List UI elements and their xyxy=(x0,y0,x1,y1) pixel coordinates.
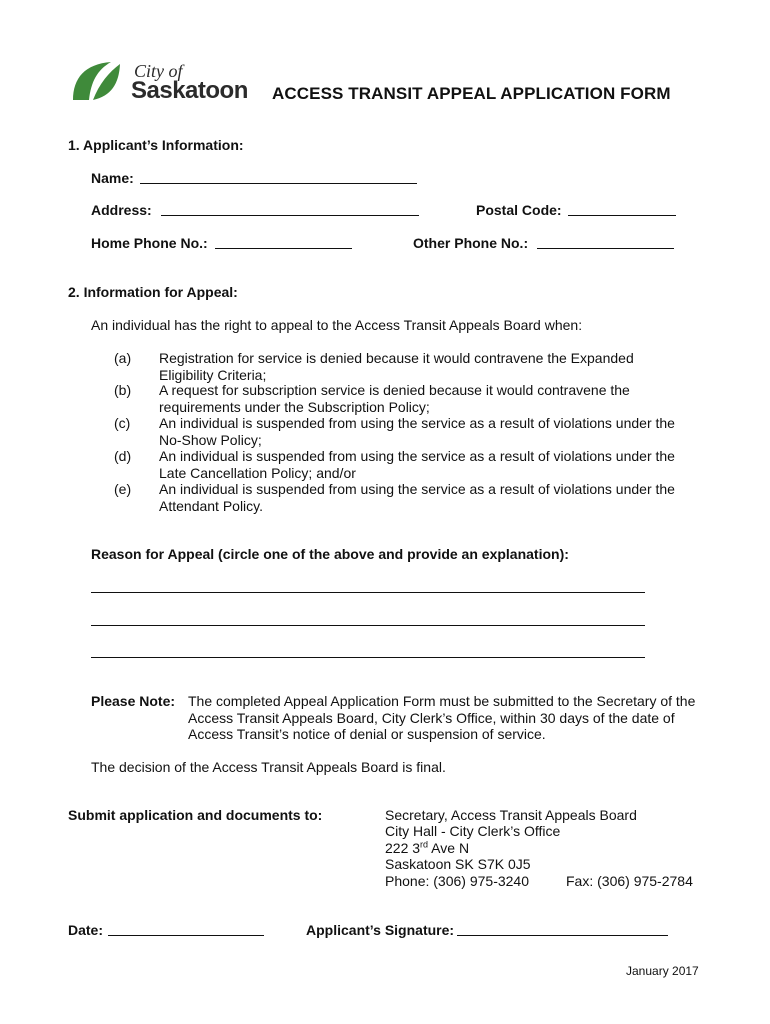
address-field[interactable] xyxy=(161,215,419,216)
home-phone-label: Home Phone No.: xyxy=(91,235,208,251)
reason-line-3[interactable] xyxy=(91,657,645,658)
submit-city: Saskatoon SK S7K 0J5 xyxy=(385,856,531,872)
address-label: Address: xyxy=(91,202,152,218)
submit-office: City Hall - City Clerk’s Office xyxy=(385,823,561,839)
appeal-intro: An individual has the right to appeal to the Access Transit Appeals Board when: xyxy=(91,317,583,333)
reason-line-2[interactable] xyxy=(91,625,645,626)
home-phone-field[interactable] xyxy=(215,248,352,249)
street-number: 222 3 xyxy=(385,840,421,856)
submit-label: Submit application and documents to: xyxy=(68,807,323,823)
submit-recipient: Secretary, Access Transit Appeals Board xyxy=(385,807,637,823)
criteria-text: A request for subscription service is denied because it would contravene the requirements under the Subscription Policy; xyxy=(159,382,630,415)
criteria-letter: (c) xyxy=(114,415,131,431)
criteria-letter: (d) xyxy=(114,448,132,464)
criteria-letter: (a) xyxy=(114,350,132,366)
submit-fax: Fax: (306) 975-2784 xyxy=(566,873,693,889)
postal-code-field[interactable] xyxy=(568,215,676,216)
other-phone-label: Other Phone No.: xyxy=(413,235,529,251)
final-statement: The decision of the Access Transit Appeals Board is final. xyxy=(91,759,446,775)
other-phone-field[interactable] xyxy=(537,248,674,249)
name-field[interactable] xyxy=(140,183,417,184)
section1-heading: 1. Applicant’s Information: xyxy=(68,137,244,153)
criteria-letter: (e) xyxy=(114,481,132,497)
criteria-text: An individual is suspended from using the service as a result of violations under the No-Show Policy; xyxy=(159,415,675,448)
page-title: ACCESS TRANSIT APPEAL APPLICATION FORM xyxy=(272,84,671,103)
city-logo xyxy=(71,60,246,104)
note-text: The completed Appeal Application Form must be submitted to the Secretary of the Access Transit Appeals Board, City Clerk’s Office, within 30 days of the date of Access Transit’s notice of denial or suspension of service. xyxy=(188,693,696,742)
submit-street xyxy=(385,840,469,857)
street-rest: Ave N xyxy=(428,840,470,856)
note-label: Please Note: xyxy=(91,693,176,709)
signature-field[interactable] xyxy=(457,935,668,936)
date-label: Date: xyxy=(68,922,104,938)
name-label: Name: xyxy=(91,170,134,186)
date-field[interactable] xyxy=(108,935,264,936)
signature-label: Applicant’s Signature: xyxy=(306,922,455,938)
criteria-text: An individual is suspended from using the service as a result of violations under the Late Cancellation Policy; and/or xyxy=(159,448,675,481)
reason-heading: Reason for Appeal (circle one of the above and provide an explanation): xyxy=(91,546,569,562)
leaf-logo-icon xyxy=(71,60,121,102)
logo-saskatoon: Saskatoon xyxy=(131,77,248,104)
postal-code-label: Postal Code: xyxy=(476,202,562,218)
criteria-text: An individual is suspended from using the service as a result of violations under the Attendant Policy. xyxy=(159,481,675,514)
reason-line-1[interactable] xyxy=(91,592,645,593)
criteria-text: Registration for service is denied because it would contravene the Expanded Eligibility Criteria; xyxy=(159,350,634,383)
footer-date: January 2017 xyxy=(626,964,699,978)
street-suffix: rd xyxy=(420,839,429,850)
section2-heading: 2. Information for Appeal: xyxy=(68,284,238,300)
criteria-letter: (b) xyxy=(114,382,132,398)
logo-city-of: City of xyxy=(134,61,183,81)
submit-phone: Phone: (306) 975-3240 xyxy=(385,873,529,889)
